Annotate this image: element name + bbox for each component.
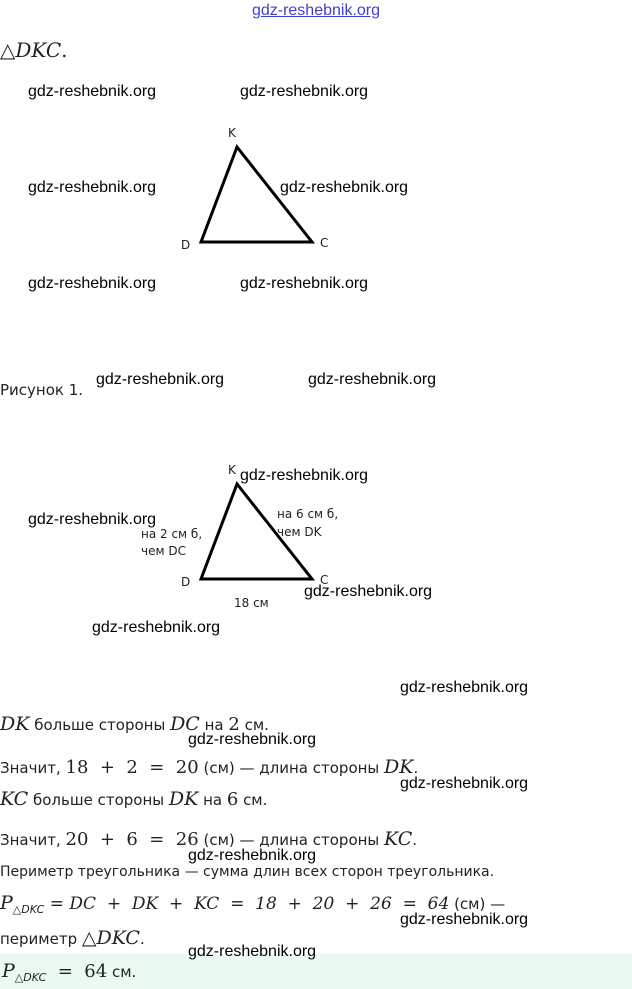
watermark: gdz-reshebnik.org bbox=[308, 371, 437, 388]
vertex-c-2: C bbox=[320, 573, 329, 587]
watermark: gdz-reshebnik.org bbox=[280, 179, 409, 196]
line4-text-2: (см) — длина стороны bbox=[198, 831, 385, 849]
watermark: gdz-reshebnik.org bbox=[400, 775, 529, 792]
line1-text-3: см. bbox=[239, 716, 269, 734]
line1-text-1: больше стороны bbox=[29, 716, 171, 734]
line2-text-2: (см) — длина стороны bbox=[198, 759, 385, 777]
segment-dc: DC bbox=[170, 713, 200, 735]
line3-text-2: на bbox=[198, 791, 227, 809]
line3-text-3: см. bbox=[238, 791, 268, 809]
perimeter-subscript: △DKC bbox=[12, 903, 45, 916]
watermark: gdz-reshebnik.org bbox=[188, 943, 317, 960]
segment-dk-2: DK bbox=[168, 788, 199, 810]
line4-expression: 20 + 6 = 26 bbox=[65, 829, 199, 850]
line7-triangle: △DKC bbox=[81, 927, 140, 949]
label-kc-line1: на 6 см б, bbox=[277, 507, 339, 521]
watermark: gdz-reshebnik.org bbox=[28, 511, 157, 528]
vertex-k-2: K bbox=[228, 463, 236, 477]
segment-dk: DK bbox=[0, 713, 30, 735]
intro-triangle bbox=[0, 38, 68, 62]
triangle-symbol: △ bbox=[0, 38, 16, 62]
solution-line-5: Периметр треугольника — сумма длин всех сторон треугольника. bbox=[0, 864, 495, 880]
watermark: gdz-reshebnik.org bbox=[240, 275, 369, 292]
watermark: gdz-reshebnik.org bbox=[28, 83, 157, 100]
label-dc: 18 см bbox=[234, 596, 269, 610]
answer-perimeter-symbol: P bbox=[2, 960, 15, 982]
line3-number: 6 bbox=[226, 789, 239, 810]
line2-text-1: Значит, bbox=[0, 759, 66, 777]
vertex-d-2: D bbox=[181, 575, 191, 589]
line2-expression: 18 + 2 = 20 bbox=[65, 757, 199, 778]
line4-period: . bbox=[412, 831, 418, 849]
perimeter-symbol: P bbox=[0, 892, 13, 914]
solution-line-2 bbox=[0, 756, 418, 778]
line1-number: 2 bbox=[228, 714, 240, 735]
line4-text-1: Значит, bbox=[0, 831, 66, 849]
watermark: gdz-reshebnik.org bbox=[400, 679, 529, 696]
line7-period: . bbox=[139, 930, 145, 948]
label-dk-line2: чем DC bbox=[141, 544, 186, 558]
vertex-d-1: D bbox=[181, 238, 191, 252]
vertex-k-1: K bbox=[228, 126, 236, 140]
answer-line bbox=[2, 960, 136, 984]
intro-period: . bbox=[61, 38, 68, 62]
line6-text: (см) — bbox=[449, 895, 506, 913]
line4-segment: KC bbox=[384, 828, 413, 850]
line2-segment: DK bbox=[384, 756, 414, 778]
solution-line-7 bbox=[0, 927, 145, 949]
vertex-c-1: C bbox=[320, 236, 329, 250]
solution-line-3 bbox=[0, 788, 267, 810]
line7-text: периметр bbox=[0, 930, 82, 948]
watermark: gdz-reshebnik.org bbox=[304, 583, 433, 600]
watermark: gdz-reshebnik.org bbox=[96, 371, 225, 388]
perimeter-equation: = DC + DK + KC = 18 + 20 + 26 = 64 bbox=[44, 894, 450, 914]
watermark: gdz-reshebnik.org bbox=[28, 275, 157, 292]
watermark: gdz-reshebnik.org bbox=[92, 619, 221, 636]
figure-1-caption: Рисунок 1. bbox=[0, 381, 84, 399]
watermark: gdz-reshebnik.org bbox=[188, 731, 317, 748]
line3-text-1: больше стороны bbox=[28, 791, 169, 809]
answer-unit: см. bbox=[107, 963, 137, 981]
line1-text-2: на bbox=[199, 716, 229, 734]
triangle-name: DKC bbox=[15, 38, 62, 62]
watermark: gdz-reshebnik.org bbox=[188, 847, 317, 864]
segment-kc: KC bbox=[0, 788, 29, 810]
label-kc-line2: чем DK bbox=[277, 525, 322, 539]
watermark: gdz-reshebnik.org bbox=[240, 83, 369, 100]
watermark: gdz-reshebnik.org bbox=[240, 467, 369, 484]
watermark: gdz-reshebnik.org bbox=[28, 179, 157, 196]
answer-subscript: △DKC bbox=[14, 971, 47, 984]
line2-period: . bbox=[413, 759, 419, 777]
site-link[interactable]: gdz-reshebnik.org bbox=[251, 2, 381, 19]
label-dk-line1: на 2 см б, bbox=[141, 527, 203, 541]
watermark: gdz-reshebnik.org bbox=[400, 911, 529, 928]
answer-equation: = 64 bbox=[46, 961, 108, 982]
